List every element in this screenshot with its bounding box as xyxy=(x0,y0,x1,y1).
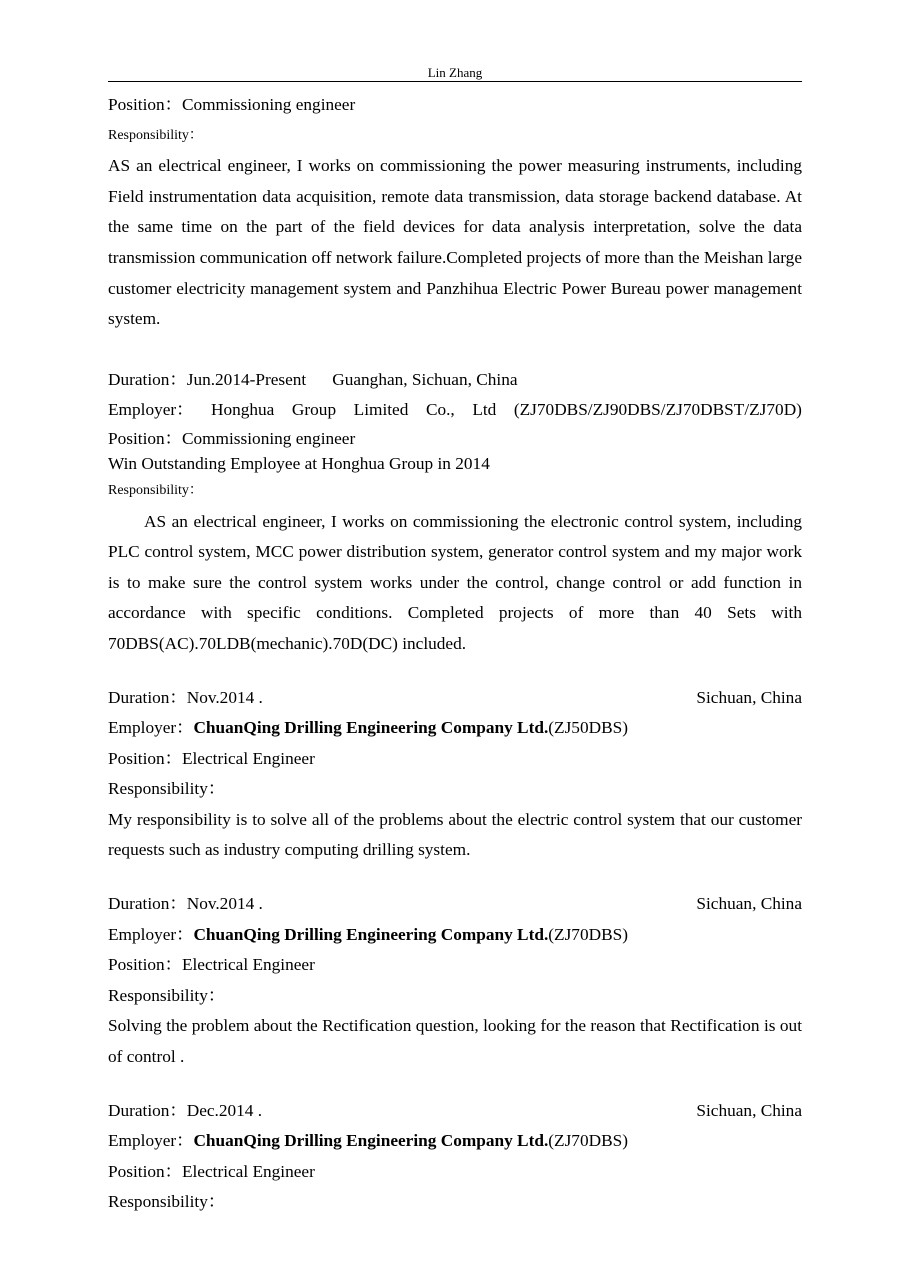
employer-label: Employer： xyxy=(108,924,194,944)
duration-label: Duration： xyxy=(108,369,187,389)
employer-word: Honghua xyxy=(211,400,275,420)
position-line xyxy=(108,426,802,451)
responsibility-text: AS an electrical engineer, I works on commissioning the electronic control system, including PLC control system, MCC power distribution system, generator control system and my major work is to make sure the control system works under the control, change control or add function in accordance with specific conditions. Completed projects of more than 40 Sets with 70DBS(AC).70LDB(mechanic).70D(DC) included. xyxy=(108,511,802,653)
position-label: Position： xyxy=(108,95,182,114)
duration-label: Duration： xyxy=(108,1100,187,1120)
employer-line xyxy=(108,713,802,744)
position-line xyxy=(108,950,802,981)
duration-line xyxy=(108,889,802,920)
employer-word: (ZJ70DBS/ZJ90DBS/ZJ70DBST/ZJ70D) xyxy=(513,400,802,420)
section-gap xyxy=(108,335,802,365)
award-line: Win Outstanding Employee at Honghua Group in 2014 xyxy=(108,453,490,473)
employer-word: Group xyxy=(291,400,337,420)
section-gap xyxy=(108,866,802,889)
responsibility-label: Responsibility： xyxy=(108,127,203,143)
employer-line xyxy=(108,1126,802,1157)
position-label: Position： xyxy=(108,748,182,768)
location-value: Guanghan, Sichuan, China xyxy=(332,369,518,389)
position-label: Position： xyxy=(108,955,182,975)
employer-model: (ZJ70DBS) xyxy=(548,1131,628,1151)
duration-value: Dec.2014 . xyxy=(186,1100,263,1120)
position-value: Electrical Engineer xyxy=(181,748,315,768)
job-entry-1 xyxy=(108,90,802,335)
employer-label: Employer： xyxy=(108,1131,194,1151)
location-value: Sichuan, China xyxy=(696,894,802,914)
job-entry-2 xyxy=(108,365,802,660)
duration-value: Jun.2014-Present xyxy=(186,369,307,389)
location-value: Sichuan, China xyxy=(696,687,802,707)
position-line xyxy=(108,90,802,121)
employer-word: Limited xyxy=(353,400,409,420)
employer-word: Co., xyxy=(425,400,455,420)
position-line xyxy=(108,744,802,775)
employer-name: ChuanQing Drilling Engineering Company Ltd. xyxy=(193,924,549,944)
responsibility-text: AS an electrical engineer, I works on commissioning the power measuring instruments, including Field instrumentation data acquisition, remote data transmission, data storage backend database. At the same time on the part of the field devices for data analysis interpretation, solve the data transmission communication off network failure.Completed projects of more than the Meishan large customer electricity management system and Panzhihua Electric Power Bureau power management system. xyxy=(108,156,802,329)
position-label: Position： xyxy=(108,1161,182,1181)
responsibility-text: Solving the problem about the Rectification question, looking for the reason that Rectification is out of control . xyxy=(108,1016,802,1067)
duration-line xyxy=(108,683,802,714)
job-entry-3 xyxy=(108,683,802,867)
employer-label: Employer： xyxy=(108,400,194,420)
duration-label: Duration： xyxy=(108,894,187,914)
position-value: Electrical Engineer xyxy=(181,1161,315,1181)
page-header xyxy=(108,65,802,81)
header-divider xyxy=(108,81,802,82)
resume-body xyxy=(108,90,802,1218)
section-gap xyxy=(108,660,802,683)
position-value: Commissioning engineer xyxy=(181,95,356,114)
position-value: Electrical Engineer xyxy=(181,955,315,975)
job-entry-5 xyxy=(108,1096,802,1218)
employer-line xyxy=(108,920,802,951)
section-gap xyxy=(108,1073,802,1096)
duration-label: Duration： xyxy=(108,687,187,707)
responsibility-text: My responsibility is to solve all of the problems about the electric control system that our customer requests such as industry computing drilling system. xyxy=(108,809,802,860)
header-name: Lin Zhang xyxy=(427,65,483,80)
duration-line xyxy=(108,1096,802,1127)
position-line xyxy=(108,1157,802,1188)
employer-label: Employer： xyxy=(108,718,194,738)
employer-model: (ZJ50DBS) xyxy=(548,718,628,738)
resume-page xyxy=(108,0,802,1286)
employer-line xyxy=(108,395,802,426)
job-entry-4 xyxy=(108,889,802,1073)
responsibility-label: Responsibility： xyxy=(108,1192,226,1212)
responsibility-label: Responsibility： xyxy=(108,482,203,498)
employer-name: ChuanQing Drilling Engineering Company Ltd. xyxy=(193,718,549,738)
employer-model: (ZJ70DBS) xyxy=(548,924,628,944)
position-label: Position： xyxy=(108,428,182,448)
employer-word: Ltd xyxy=(472,400,497,420)
employer-name: ChuanQing Drilling Engineering Company Ltd. xyxy=(193,1131,549,1151)
duration-line xyxy=(108,365,802,396)
duration-value: Nov.2014 . xyxy=(186,687,263,707)
location-value: Sichuan, China xyxy=(696,1100,802,1120)
duration-value: Nov.2014 . xyxy=(186,894,263,914)
position-value: Commissioning engineer xyxy=(181,428,356,448)
responsibility-label: Responsibility： xyxy=(108,779,226,799)
responsibility-label: Responsibility： xyxy=(108,985,226,1005)
